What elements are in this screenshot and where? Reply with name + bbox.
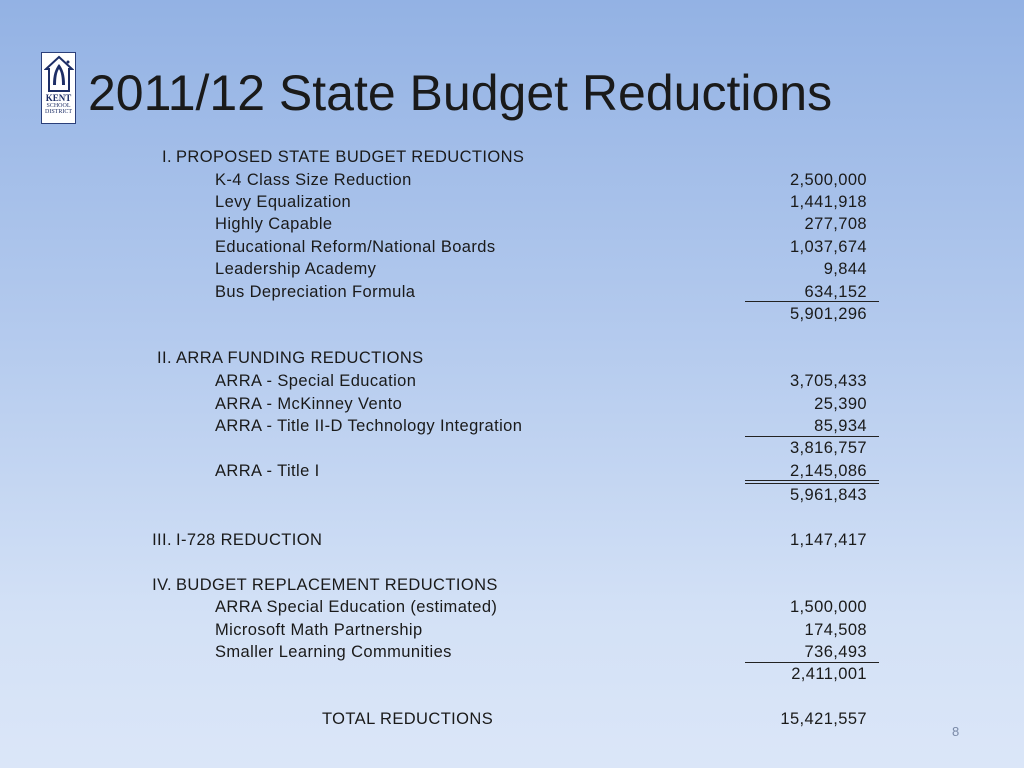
- line-item-label: Highly Capable: [215, 215, 333, 233]
- line-item-amount: 2,145,086: [789, 462, 867, 480]
- section-2-subtotal: 3,816,757: [789, 439, 867, 457]
- total-label: TOTAL REDUCTIONS: [322, 710, 494, 728]
- section-1-numeral: I.: [162, 148, 172, 166]
- line-item-label: Microsoft Math Partnership: [215, 621, 423, 639]
- section-1-heading: PROPOSED STATE BUDGET REDUCTIONS: [176, 148, 525, 166]
- line-item-label: Bus Depreciation Formula: [215, 283, 416, 301]
- page-title: 2011/12 State Budget Reductions: [88, 65, 833, 121]
- section-3-heading: I-728 REDUCTION: [176, 531, 323, 549]
- line-item-label: ARRA - McKinney Vento: [215, 395, 403, 413]
- section-1-subtotal: 5,901,296: [789, 305, 867, 323]
- line-item-label: Educational Reform/National Boards: [215, 238, 496, 256]
- section-4-numeral: IV.: [152, 576, 172, 594]
- section-3-amount: 1,147,417: [789, 531, 867, 549]
- line-item-label: ARRA Special Education (estimated): [215, 598, 498, 616]
- page-number: 8: [952, 724, 960, 739]
- line-item-label: Levy Equalization: [215, 193, 352, 211]
- section-4-subtotal: 2,411,001: [791, 665, 867, 683]
- total-amount: 15,421,557: [780, 710, 867, 728]
- subtotal-rule: [745, 662, 879, 663]
- line-item-amount: 174,508: [804, 621, 867, 639]
- line-item-label: K-4 Class Size Reduction: [215, 171, 412, 189]
- line-item-amount: 85,934: [814, 417, 867, 435]
- line-item-amount: 736,493: [804, 643, 867, 661]
- logo-text-district: DISTRICT: [45, 109, 72, 115]
- logo-text-kent: KENT: [45, 93, 72, 103]
- line-item-amount: 1,037,674: [789, 238, 867, 256]
- line-item-label: ARRA - Title II-D Technology Integration: [215, 417, 523, 435]
- section-3-numeral: III.: [152, 531, 172, 549]
- line-item-amount: 3,705,433: [789, 372, 867, 390]
- section-2-heading: ARRA FUNDING REDUCTIONS: [176, 349, 424, 367]
- district-logo: [41, 52, 76, 124]
- section-2-total: 5,961,843: [789, 486, 867, 504]
- line-item-label: Smaller Learning Communities: [215, 643, 452, 661]
- school-house-icon: [44, 55, 74, 93]
- line-item-amount: 9,844: [823, 260, 867, 278]
- line-item-label: ARRA - Title I: [215, 462, 320, 480]
- line-item-amount: 277,708: [804, 215, 867, 233]
- logo-text-school: SCHOOL: [46, 103, 71, 109]
- line-item-amount: 1,441,918: [789, 193, 867, 211]
- subtotal-rule: [745, 436, 879, 437]
- line-item-amount: 25,390: [814, 395, 867, 413]
- line-item-label: Leadership Academy: [215, 260, 377, 278]
- line-item-amount: 2,500,000: [789, 171, 867, 189]
- subtotal-rule: [745, 301, 879, 302]
- total-double-rule: [745, 480, 879, 484]
- line-item-label: ARRA - Special Education: [215, 372, 417, 390]
- line-item-amount: 1,500,000: [789, 598, 867, 616]
- line-item-amount: 634,152: [804, 283, 867, 301]
- section-2-numeral: II.: [157, 349, 172, 367]
- section-4-heading: BUDGET REPLACEMENT REDUCTIONS: [176, 576, 498, 594]
